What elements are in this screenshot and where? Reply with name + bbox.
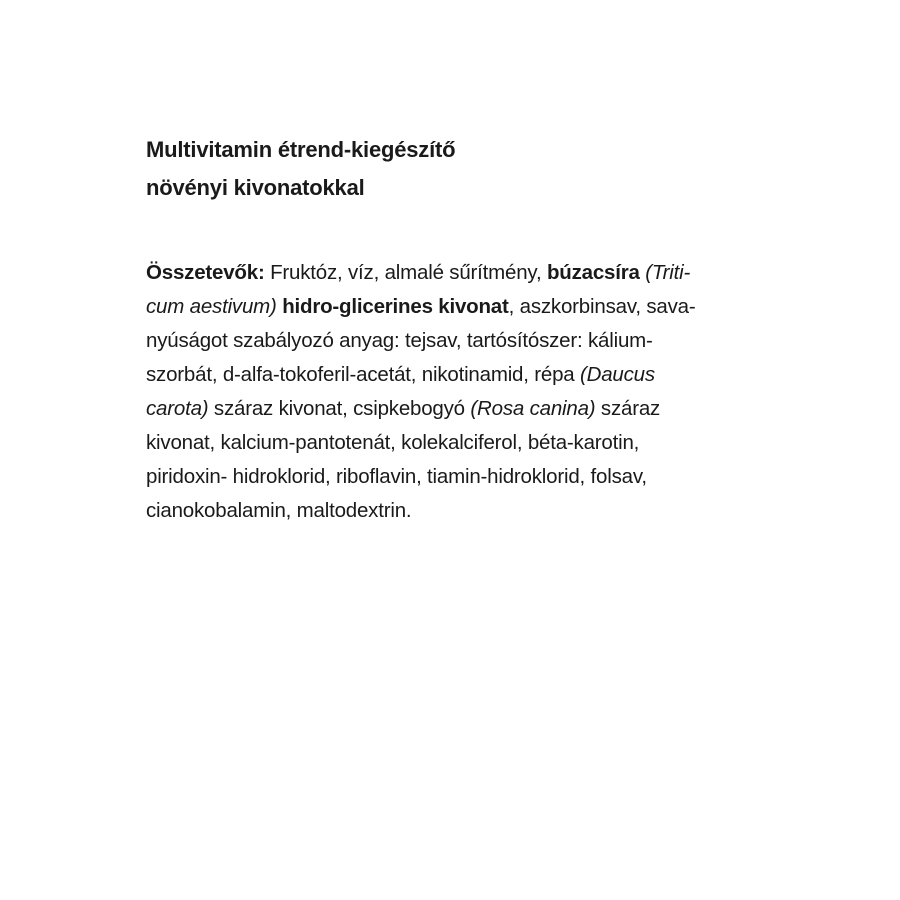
ingredients-line <box>146 392 695 426</box>
ingredients-text: szorbát, d-alfa-tokoferil-acetát, nikotinamid, répa <box>146 363 580 386</box>
ingredient-highlight: búzacsíra <box>546 261 640 284</box>
latin-name: carota) <box>146 397 209 420</box>
ingredients-line <box>146 256 695 290</box>
ingredients-text: száraz kivonat, csipkebogyó <box>208 397 471 420</box>
product-title <box>146 131 455 207</box>
product-title-line-2: növényi kivonatokkal <box>146 175 365 200</box>
latin-name: (Rosa canina) <box>470 397 596 420</box>
product-title-line-1: Multivitamin étrend-kiegészítő <box>146 137 456 162</box>
ingredients-heading: Összetevők: <box>146 261 265 284</box>
ingredients-line <box>146 290 695 324</box>
latin-name: (Triti- <box>645 261 691 284</box>
ingredients-paragraph <box>146 256 695 528</box>
ingredients-line: nyúságot szabályozó anyag: tejsav, tartósítószer: kálium- <box>146 329 653 352</box>
ingredient-highlight: hidro-glicerines kivonat <box>282 295 509 318</box>
ingredients-line: piridoxin- hidroklorid, riboflavin, tiamin-hidroklorid, folsav, <box>146 465 647 488</box>
latin-name: (Daucus <box>579 363 655 386</box>
ingredients-line: cianokobalamin, maltodextrin. <box>146 499 412 522</box>
ingredients-text: száraz <box>595 397 661 420</box>
ingredients-text: Fruktóz, víz, almalé sűrítmény, <box>264 261 547 284</box>
latin-name: cum aestivum) <box>146 295 277 318</box>
ingredients-text: , aszkorbinsav, sava- <box>508 295 696 318</box>
ingredients-line: kivonat, kalcium-pantotenát, kolekalciferol, béta-karotin, <box>146 431 640 454</box>
ingredients-line <box>146 358 695 392</box>
